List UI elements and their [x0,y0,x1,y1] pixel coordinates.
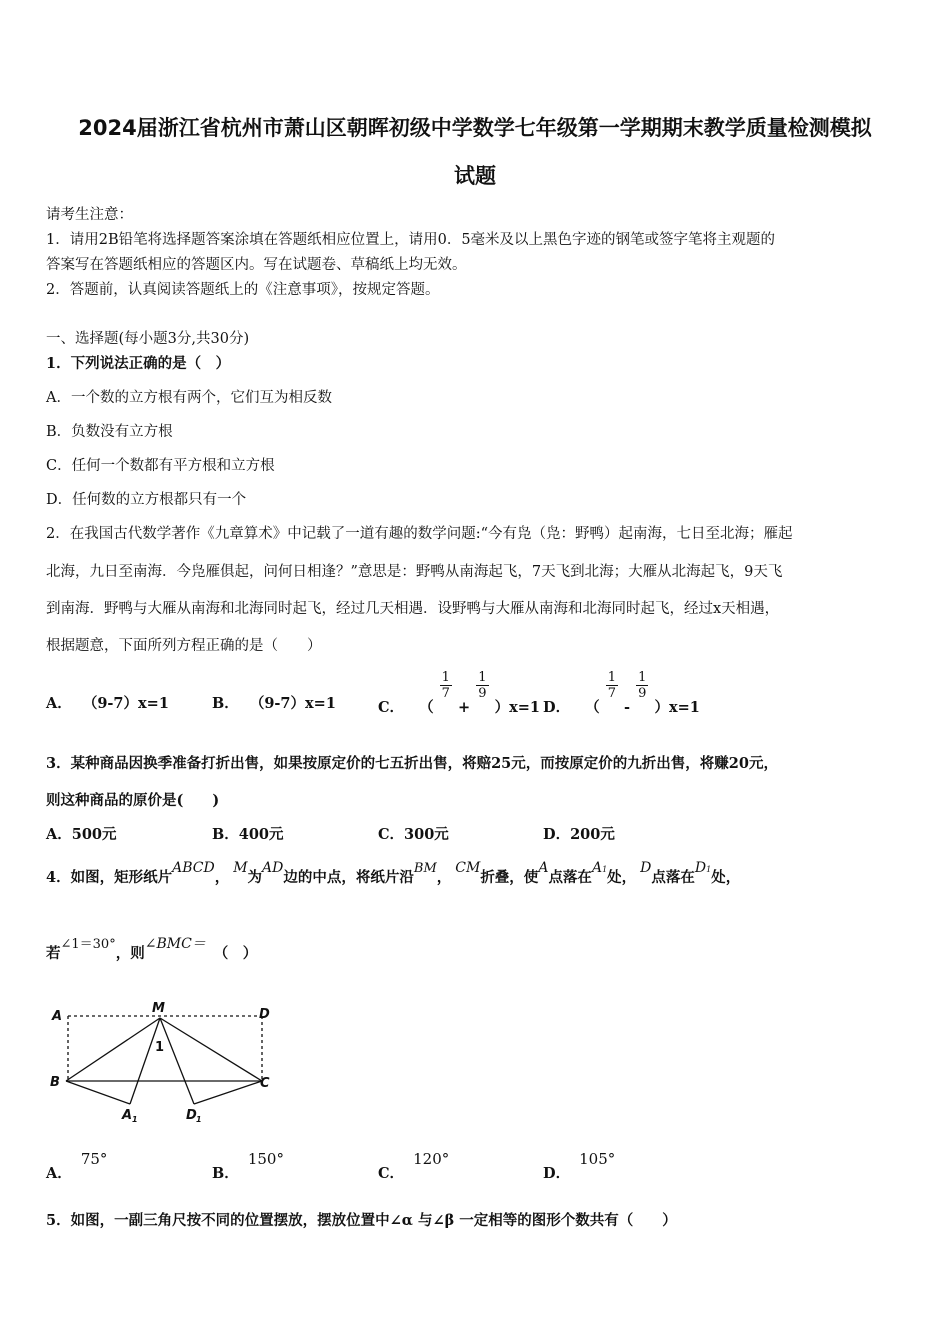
fig-segment-a1m [130,1018,160,1104]
q2-option-c-label: C． [378,698,405,716]
fig-label-a1: A [122,1108,133,1123]
q2-option-c-tail: ）x=1 [494,698,540,716]
q2-stem-line-4: 根据题意，下面所列方程正确的是（ ） [46,638,322,654]
q1-option-d: D．任何数的立方根都只有一个 [46,492,247,508]
fraction-denominator: 7 [441,686,450,701]
fig-segment-ba1 [66,1081,130,1104]
q4-math-d1 [695,860,711,876]
q1-option-a: A．一个数的立方根有两个，它们互为相反数 [46,390,332,406]
q4-text: ， [214,869,230,886]
q4-option-a [46,1150,108,1183]
q4-math-cm: CM [455,860,481,876]
q4-text: 处， [711,869,741,886]
q4-option-b-label: B． [212,1165,239,1182]
q4-option-b-value: 150° [247,1150,284,1168]
q4-math-angle-1: ∠1＝30° [60,937,116,952]
q4-math-angle-bmc: ∠BMC＝ [144,936,206,952]
fraction-numerator: 1 [638,670,647,685]
q5-stem: 5．如图，一副三角尺按不同的位置摆放，摆放位置中∠α 与∠β 一定相等的图形个数共有（ ） [46,1212,677,1229]
q4-rectangle-fold-figure [44,996,284,1126]
notice-heading: 请考生注意： [46,207,133,223]
q1-stem: 1．下列说法正确的是（ ） [46,355,231,372]
q3-option-a: A．500元 [46,826,117,843]
fig-label-angle-1: 1 [155,1040,165,1055]
fraction-numerator: 1 [478,670,487,685]
q4-text: ，则 [115,945,145,962]
q2-option-c [378,670,540,716]
q4-math-abcd: ABCD [172,860,215,876]
q1-option-c: C．任何一个数都有平方根和立方根 [46,458,275,474]
q4-option-c [378,1150,450,1183]
fig-label-d1-subscript: 1 [196,1115,202,1124]
fig-segment-d1m [160,1018,194,1104]
q2-option-c-plus: + [458,698,471,716]
q1-option-b: B．负数没有立方根 [46,424,173,440]
fig-label-d: D [259,1007,270,1022]
q4-option-d-label: D． [543,1165,571,1182]
q4-text: 处， [607,869,637,886]
q2-option-a-label: A． [46,695,72,712]
notice-item-1-cont: 答案写在答题纸相应的答题区内。写在试题卷、草稿纸上均无效。 [46,257,467,273]
fig-label-d1: D [186,1108,197,1123]
q3-option-c: C．300元 [378,826,449,843]
q3-stem-line-1: 3．某种商品因换季准备打折出售，如果按原定价的七五折出售，将赔25元，而按原定价的九折出售，将赚20元， [46,755,778,772]
notice-item-2: 2．答题前，认真阅读答题纸上的《注意事项》，按规定答题。 [46,282,440,298]
q2-option-d-tail: ）x=1 [654,698,700,716]
q4-math-a: A [538,860,549,876]
q2-option-d-frac-7 [606,670,618,701]
q2-option-d-open: （ [585,698,600,716]
fig-label-a: A [52,1009,63,1024]
q2-option-c-open: （ [419,698,434,716]
exam-title-line-2: 试题 [454,164,496,188]
q4-math-ad: AD [262,860,284,876]
q2-option-c-frac-9 [476,670,488,701]
q2-option-d [543,670,700,716]
q4-text: 为 [247,869,263,886]
fig-segment-cm [160,1018,262,1081]
q4-text: 折叠，使 [480,869,539,886]
q4-math-a1-letter: A [591,860,603,876]
q2-option-d-frac-9 [636,670,648,701]
q4-text: 点落在 [548,869,592,886]
fraction-denominator: 9 [478,686,487,701]
q2-option-d-label: D． [543,698,571,716]
fraction-numerator: 1 [441,670,450,685]
q4-stem-line-2 [46,936,258,963]
q2-option-b-label: B． [212,695,239,712]
notice-item-1: 1．请用2B铅笔将选择题答案涂填在答题纸相应位置上，请用0．5毫米及以上黑色字迹的钢笔或签字笔将主观题的 [46,232,776,248]
q4-math-d1-letter: D [694,860,707,876]
q4-text: （ ） [213,945,258,962]
q2-stem-line-1: 2．在我国古代数学著作《九章算术》中记载了一道有趣的数学问题:“今有凫（凫：野鸭）起南海，七日至北海；雁起 [46,526,793,542]
q2-option-b [212,692,336,713]
q3-stem-line-2: 则这种商品的原价是( ) [46,792,220,809]
q4-option-b [212,1150,284,1183]
q2-option-a [46,692,169,713]
q2-option-d-minus: - [624,698,631,716]
exam-title-line-1: 2024届浙江省杭州市萧山区朝晖初级中学数学七年级第一学期期末教学质量检测模拟 [78,116,872,140]
q4-text: 点落在 [651,869,695,886]
fig-label-b: B [50,1075,60,1090]
q3-option-b: B．400元 [212,826,284,843]
q4-text: 边的中点，将纸片沿 [283,869,414,886]
q4-math-a1 [592,860,607,876]
q2-stem-line-2: 北海，九日至南海．今凫雁俱起，问何日相逢？”意思是：野鸭从南海起飞，7天飞到北海；大雁从北海起飞，9天飞 [46,564,783,580]
fraction-numerator: 1 [607,670,616,685]
fraction-denominator: 7 [607,686,616,701]
q4-option-d-value: 105° [579,1150,616,1168]
q2-stem-line-3: 到南海．野鸭与大雁从南海和北海同时起飞，经过几天相遇．设野鸭与大雁从南海和北海同时起飞，经过x天相遇， [46,601,780,617]
q4-option-a-value: 75° [80,1150,108,1168]
q4-math-bm: BM [413,861,437,876]
fig-label-c: C [260,1076,270,1091]
q4-option-d [543,1150,616,1183]
q2-option-a-expr: （9-7）x=1 [82,695,169,712]
section-heading: 一、选择题(每小题3分,共30分) [46,331,250,347]
q4-option-c-label: C． [378,1165,405,1182]
q4-text: ， [436,869,452,886]
fig-label-a1-subscript: 1 [132,1115,138,1124]
q4-math-m: M [233,860,248,876]
q4-stem-line-1 [46,860,741,887]
q4-math-d1-subscript: 1 [706,865,712,874]
q4-math-a1-subscript: 1 [602,865,608,874]
q4-math-d: D [640,860,652,876]
fraction-denominator: 9 [638,686,647,701]
q4-option-a-label: A． [46,1165,72,1182]
q3-option-d: D．200元 [543,826,615,843]
q4-option-c-value: 120° [413,1150,450,1168]
fig-segment-cd1 [194,1081,262,1104]
q2-option-c-frac-7 [440,670,452,701]
fig-label-m: M [152,1001,165,1016]
q2-option-b-expr: （9-7）x=1 [249,695,336,712]
q4-text: 若 [46,945,61,962]
q4-text: 4．如图，矩形纸片 [46,869,173,886]
fig-segment-bm [66,1018,160,1081]
